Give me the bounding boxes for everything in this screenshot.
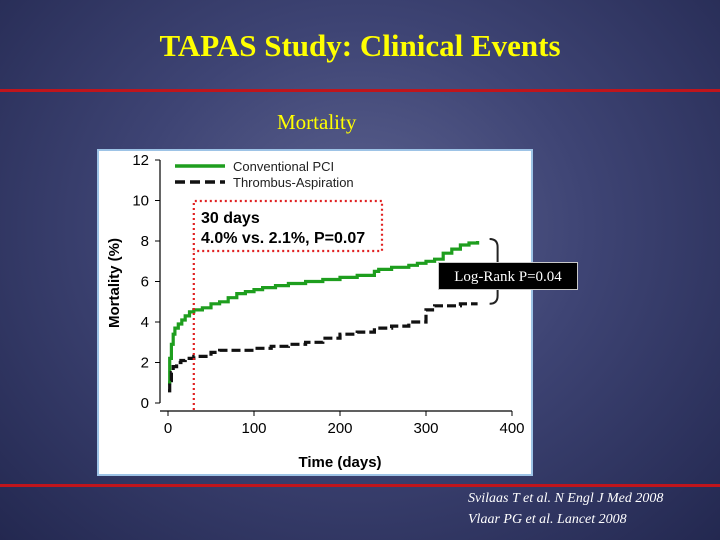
x-tick-label: 100 <box>241 420 267 437</box>
citation-1: Svilaas T et al. N Engl J Med 2008 <box>468 491 664 506</box>
y-tick-label: 10 <box>132 192 149 210</box>
x-axis-title: Time (days) <box>298 454 382 471</box>
annotation-text-comparison: 4.0% vs. 2.1%, P=0.07 <box>201 230 366 247</box>
annotation-text-30-days: 30 days <box>201 210 260 227</box>
x-tick-label: 300 <box>413 420 439 437</box>
y-tick-label: 6 <box>140 273 149 291</box>
footer-divider <box>0 484 720 487</box>
title-divider <box>0 89 720 92</box>
citation-2: Vlaar PG et al. Lancet 2008 <box>468 512 627 527</box>
legend-label-conventional-pci: Conventional PCI <box>233 159 335 174</box>
x-tick-label: 400 <box>499 420 525 437</box>
y-axis-title: Mortality (%) <box>106 238 123 328</box>
citations <box>468 488 663 530</box>
y-tick-label: 4 <box>140 314 149 331</box>
x-tick-label: 200 <box>327 420 353 437</box>
y-tick-label: 12 <box>132 152 149 169</box>
mortality-chart <box>99 151 531 474</box>
chart-subtitle: Mortality <box>277 110 357 134</box>
series-line-thrombus-aspiration <box>168 304 478 391</box>
x-tick-label: 0 <box>163 420 173 437</box>
y-tick-label: 8 <box>140 233 149 250</box>
kaplan-meier-figure <box>97 149 533 476</box>
slide-title: TAPAS Study: Clinical Events <box>159 28 561 63</box>
series-line-conventional-pci <box>168 241 478 383</box>
y-tick-label: 0 <box>140 395 149 412</box>
legend-label-thrombus-aspiration: Thrombus-Aspiration <box>233 175 354 190</box>
y-tick-label: 2 <box>140 354 149 372</box>
logrank-label: Log-Rank P=0.04 <box>438 262 578 290</box>
